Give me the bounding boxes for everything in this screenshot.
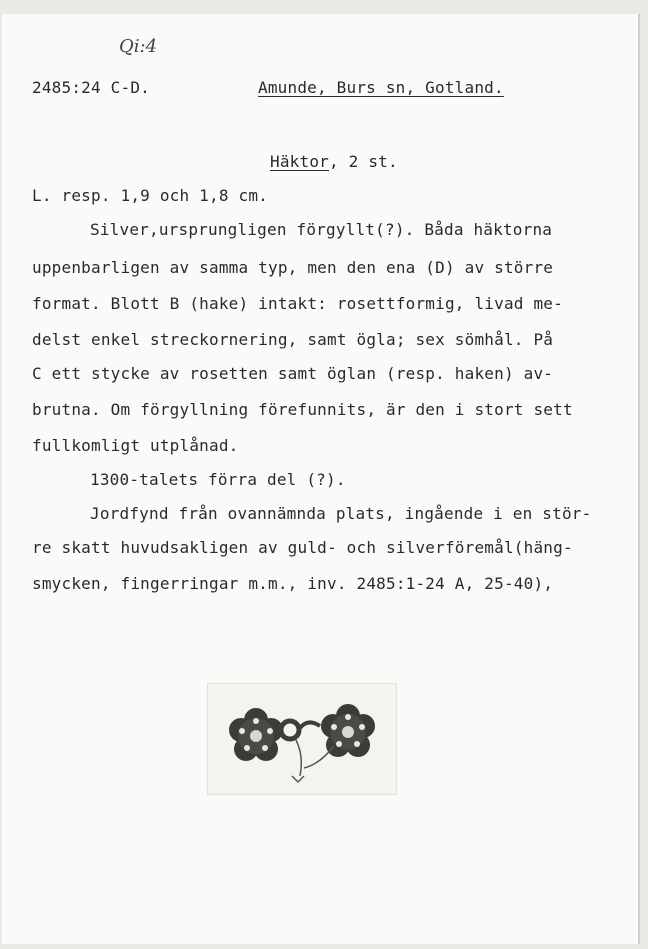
artifact-photo (208, 684, 396, 794)
text-line: Silver,ursprungligen förgyllt(?). Båda häktorna (90, 220, 553, 239)
catalog-number: 2485:24 C-D. (32, 78, 150, 97)
text-line: format. Blott B (hake) intakt: rosettformig, livad me- (32, 294, 563, 313)
silver-hook-and-eye-icon (208, 684, 396, 794)
text-line: re skatt huvudsakligen av guld- och silverföremål(häng- (32, 538, 573, 557)
text-line: uppenbarligen av samma typ, men den ena (D) av större (32, 258, 554, 277)
title-line (270, 152, 398, 172)
text-line: fullkomligt utplånad. (32, 436, 239, 455)
object-name: Häktor (270, 152, 329, 171)
location: Amunde, Burs sn, Gotland. (258, 78, 504, 97)
object-count: , 2 st. (329, 152, 398, 171)
text-line: brutna. Om förgyllning förefunnits, är den i stort sett (32, 400, 573, 419)
text-line: Jordfynd från ovannämnda plats, ingående i en stör- (90, 504, 592, 523)
text-line: L. resp. 1,9 och 1,8 cm. (32, 186, 268, 205)
text-line: smycken, fingerringar m.m., inv. 2485:1-24 A, 25-40), (32, 574, 554, 593)
text-line: delst enkel streckornering, samt ögla; sex sömhål. På (32, 330, 554, 349)
catalog-card (2, 14, 640, 944)
text-line: 1300-talets förra del (?). (90, 470, 346, 489)
text-line: C ett stycke av rosetten samt öglan (resp. haken) av- (32, 364, 554, 383)
handwritten-note: Qi:4 (119, 36, 158, 57)
